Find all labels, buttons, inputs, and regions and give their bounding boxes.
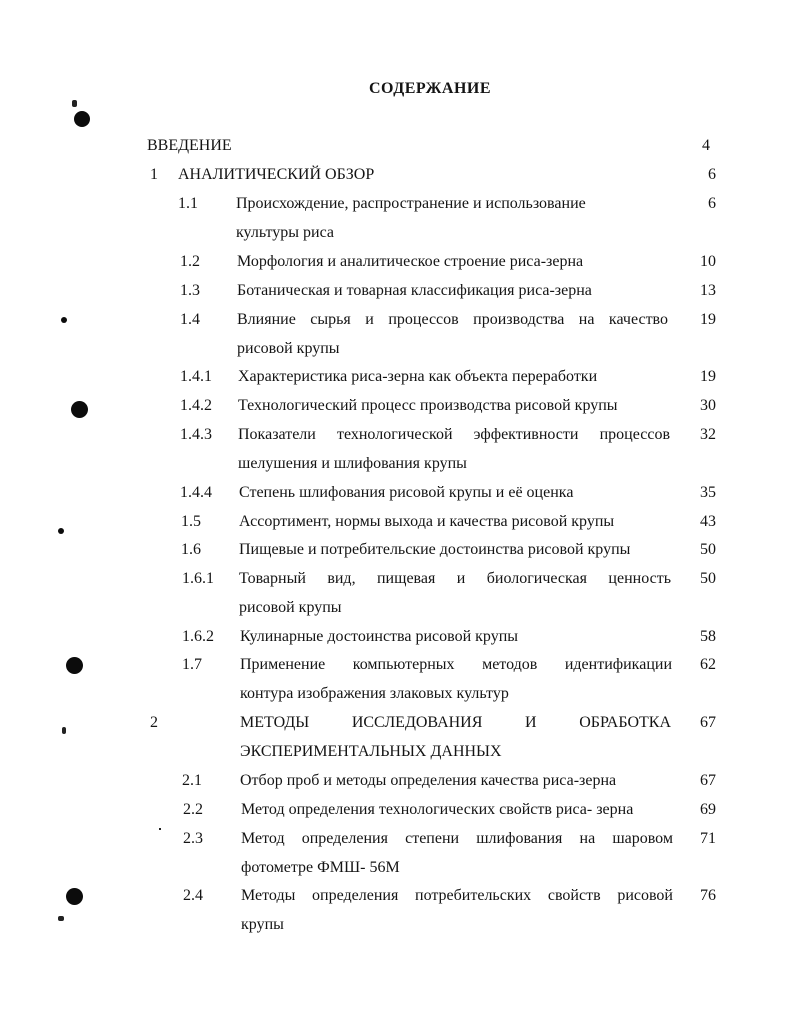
toc-entry-page: 62 <box>700 656 716 673</box>
toc-entry-title-line: Отбор проб и методы определения качества риса-зерна <box>240 772 617 789</box>
toc-entry-title <box>239 564 671 622</box>
toc-entry-title-line: Ассортимент, нормы выхода и качества рисовой крупы <box>239 513 615 530</box>
toc-entry-title-line: Влияние сырья и процессов производства на качество <box>237 311 668 328</box>
toc-entry-title <box>240 622 660 651</box>
toc-entry-page: 19 <box>700 311 716 328</box>
toc-entry-title <box>236 189 636 247</box>
toc-entry-title <box>238 420 670 478</box>
scan-speck <box>72 100 77 107</box>
toc-entry-number: 1 <box>150 166 158 183</box>
toc-entry-title <box>241 824 673 882</box>
toc-entry-number: 1.3 <box>180 282 200 299</box>
toc-entry-title-line: Характеристика риса-зерна как объекта переработки <box>238 368 598 385</box>
page-title: СОДЕРЖАНИЕ <box>368 80 492 97</box>
toc-entry-page: 67 <box>700 714 716 731</box>
toc-entry-title-line: АНАЛИТИЧЕСКИЙ ОБЗОР <box>178 166 375 183</box>
toc-entry-page: 6 <box>708 195 716 212</box>
toc-entry-number: 2 <box>150 714 158 731</box>
toc-entry-page: 30 <box>700 397 716 414</box>
toc-entry-title-line: Степень шлифования рисовой крупы и её оценка <box>239 484 574 501</box>
toc-entry-title-line: Пищевые и потребительские достоинства рисовой крупы <box>239 541 631 558</box>
toc-entry-page: 50 <box>700 570 716 587</box>
scan-speck <box>62 727 66 734</box>
toc-entry-page: 19 <box>700 368 716 385</box>
toc-entry-title <box>239 535 664 564</box>
binder-hole <box>66 888 83 905</box>
toc-entry-title <box>238 362 658 391</box>
toc-entry-page: 10 <box>700 253 716 270</box>
toc-entry-number: 1.5 <box>181 513 201 530</box>
toc-entry-title-line: крупы <box>241 916 284 933</box>
toc-entry-title-line: культуры риса <box>236 224 335 241</box>
toc-entry-title <box>237 276 637 305</box>
toc-entry-title <box>237 305 668 363</box>
toc-entry-title-line: Метод определения технологических свойств риса- зерна <box>241 801 634 818</box>
toc-entry-title-line: Кулинарные достоинства рисовой крупы <box>240 628 519 645</box>
toc-entry-title-line: Технологический процесс производства рисовой крупы <box>238 397 618 414</box>
toc-entry-title <box>240 766 670 795</box>
toc-entry-title <box>241 881 673 939</box>
scan-speck <box>58 528 64 534</box>
toc-entry-number: 2.2 <box>183 801 203 818</box>
toc-entry-title <box>238 391 658 420</box>
toc-entry-number: 1.1 <box>178 195 198 212</box>
binder-hole <box>71 401 88 418</box>
toc-entry-number: 1.4.1 <box>180 368 212 385</box>
toc-entry-title <box>240 708 671 766</box>
toc-entry-title-line: Применение компьютерных методов идентификации <box>240 656 672 673</box>
toc-entry-title-line: МЕТОДЫ ИССЛЕДОВАНИЯ И ОБРАБОТКА <box>240 714 671 731</box>
toc-entry-title-line: рисовой крупы <box>237 340 340 357</box>
toc-entry-number: 1.6 <box>181 541 201 558</box>
toc-entry-title-line: Методы определения потребительских свойств рисовой <box>241 887 673 904</box>
toc-entry-title <box>237 247 637 276</box>
toc-entry-title-line: фотометре ФМШ- 56М <box>241 859 400 876</box>
toc-entry-page: 4 <box>702 137 710 154</box>
scan-speck <box>58 916 64 921</box>
toc-entry-number: 2.1 <box>182 772 202 789</box>
toc-entry-number: 1.6.2 <box>182 628 214 645</box>
toc-entry-page: 35 <box>700 484 716 501</box>
toc-entry-number: 1.2 <box>180 253 200 270</box>
toc-entry-title-line: Происхождение, распространение и использование <box>236 195 586 212</box>
toc-entry-page: 76 <box>700 887 716 904</box>
toc-entry-title-line: Морфология и аналитическое строение риса-зерна <box>237 253 584 270</box>
toc-entry-page: 32 <box>700 426 716 443</box>
toc-entry-number: 1.6.1 <box>182 570 214 587</box>
toc-entry-title-line: шелушения и шлифования крупы <box>238 455 467 472</box>
toc-entry-page: 13 <box>700 282 716 299</box>
toc-entry-page: 58 <box>700 628 716 645</box>
toc-entry-number: 2.4 <box>183 887 203 904</box>
toc-entry-page: 50 <box>700 541 716 558</box>
binder-hole <box>66 657 83 674</box>
toc-entry-title-line: Показатели технологической эффективности процессов <box>238 426 670 443</box>
toc-entry-number: 1.4 <box>180 311 200 328</box>
toc-entry-title-line: рисовой крупы <box>239 599 342 616</box>
toc-entry-number: 1.4.3 <box>180 426 212 443</box>
toc-entry-title: ВВЕДЕНИЕ <box>147 137 232 154</box>
toc-entry-title-line: ЭКСПЕРИМЕНТАЛЬНЫХ ДАННЫХ <box>240 743 502 760</box>
toc-entry-title-line: Товарный вид, пищевая и биологическая ценность <box>239 570 671 587</box>
scan-speck <box>159 828 161 830</box>
toc-entry-title <box>240 650 672 708</box>
toc-entry-number: 1.4.2 <box>180 397 212 414</box>
toc-entry-title-line: контура изображения злаковых культур <box>240 685 509 702</box>
toc-entry-number: 1.7 <box>182 656 202 673</box>
toc-entry-title-line: Метод определения степени шлифования на шаровом <box>241 830 673 847</box>
toc-entry-page: 43 <box>700 513 716 530</box>
toc-entry-title <box>178 160 398 189</box>
toc-entry-title <box>239 507 659 536</box>
binder-hole <box>74 111 90 127</box>
toc-entry-number: 1.4.4 <box>180 484 212 501</box>
toc-entry-title <box>241 795 671 824</box>
toc-entry-page: 6 <box>708 166 716 183</box>
toc-entry-page: 69 <box>700 801 716 818</box>
toc-entry-page: 67 <box>700 772 716 789</box>
toc-entry-title-line: Ботаническая и товарная классификация риса-зерна <box>237 282 592 299</box>
toc-entry-page: 71 <box>700 830 716 847</box>
toc-entry-number: 2.3 <box>183 830 203 847</box>
scan-speck <box>61 317 67 323</box>
toc-entry-title <box>239 478 659 507</box>
